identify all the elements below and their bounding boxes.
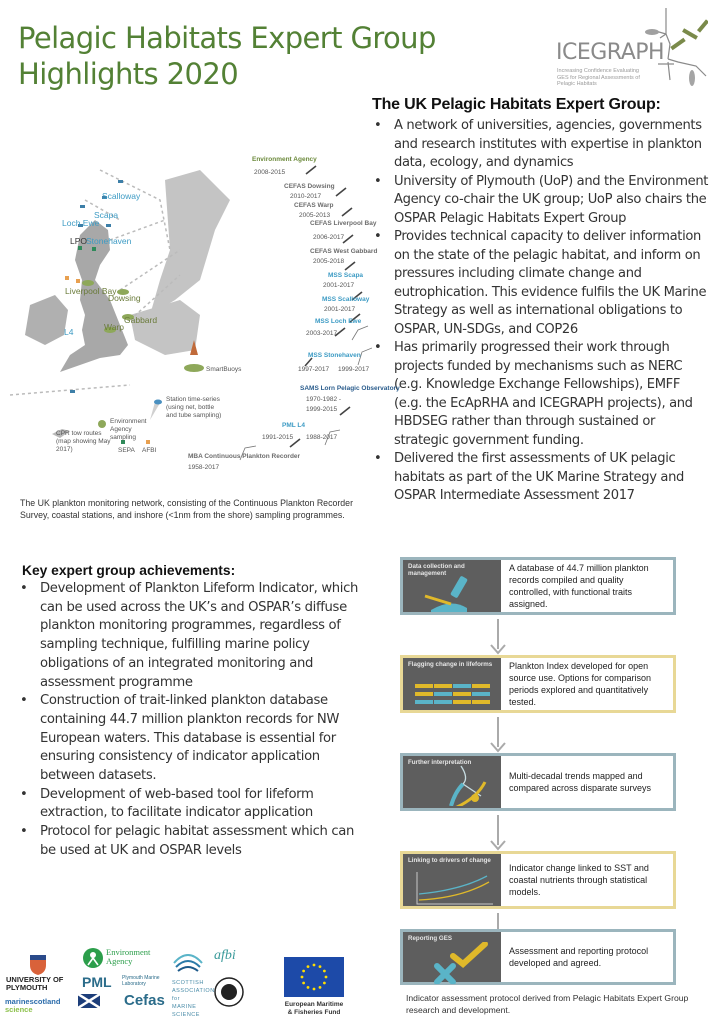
- page-title: Pelagic Habitats Expert Group Highlights 2020: [18, 21, 436, 91]
- station-years: 2005-2018: [313, 258, 345, 265]
- flow-step-label: Linking to drivers of change: [408, 857, 491, 864]
- station-pml-l4: PML L4: [282, 422, 305, 429]
- legend-cpr-routes: CPR tow routes (map showing May 2017): [56, 430, 111, 453]
- station-years: 2005-2013: [299, 212, 331, 219]
- eu-star-icon: [325, 976, 328, 979]
- map-label-dowsing: Dowsing: [108, 293, 141, 303]
- station-years: 1988-2017: [306, 434, 338, 441]
- eu-star-icon: [323, 982, 326, 985]
- station-cefas-liverpool-bay: CEFAS Liverpool Bay: [310, 220, 377, 227]
- uk-group-heading: The UK Pelagic Habitats Expert Group:: [372, 96, 661, 113]
- legend-smartbuoys: SmartBuoys: [206, 366, 242, 373]
- flow-step-flagging-change: [400, 655, 676, 713]
- station-years: 1999-2015: [306, 406, 338, 413]
- legend-afbi: AFBI: [142, 447, 157, 454]
- station-years: 1999-2017: [338, 366, 370, 373]
- flow-step-label: Flagging change in lifeforms: [408, 661, 493, 668]
- uk-group-bullet: • Delivered the first assessments of UK pelagic habitats as part of the UK Marine Strategy and OSPAR Intermediate Assessment 2017: [372, 450, 709, 506]
- achievement-bullet: • Construction of trait-linked plankton database containing 44.7 million plankton records for NW European waters. This database is essential for ensuring consistency of indicator application between datasets.: [18, 692, 363, 786]
- europe-landmass: [130, 300, 200, 355]
- map-label-liverpool-bay: Liverpool Bay: [65, 286, 117, 296]
- microscope-icon: [411, 574, 491, 614]
- station-years: 2006-2017: [313, 234, 345, 241]
- flow-step-reporting-ges: [400, 929, 676, 985]
- map-label-stonehaven: Stonehaven: [86, 236, 132, 246]
- flow-step-label: Reporting GES: [408, 935, 453, 942]
- eu-star-icon: [313, 964, 316, 967]
- uk-group-bullet: • Has primarily progressed their work through projects funded by mechanisms such as NERC (e.g. Knowledge Exchange Fellowships), EMFF (e.g. the EcApRHA and ICEGRAPH projects), and HBDSEG rather than through sustained or strategic government funding.: [372, 339, 709, 450]
- logo-pml-subtitle: Plymouth Marine Laboratory: [122, 975, 160, 987]
- mba-seal-icon: [213, 977, 245, 1007]
- eu-star-icon: [307, 965, 310, 968]
- station-years: 1958-2017: [188, 464, 220, 471]
- down-arrow-icon: [490, 617, 506, 655]
- check-and-cross-icon: [411, 942, 491, 984]
- flow-step-linking-drivers: [400, 851, 676, 909]
- map-label-gabbard: Gabbard: [124, 315, 158, 325]
- flow-step-label: Data collection and management: [408, 563, 465, 577]
- uk-group-bullet-list: [372, 117, 709, 506]
- down-arrow-icon: [490, 715, 506, 753]
- achievement-bullet: • Protocol for pelagic habitat assessment which can be used at UK and OSPAR levels: [18, 823, 363, 860]
- partner-logos: [0, 945, 360, 1024]
- station-mss-stonehaven: MSS Stonehaven: [308, 352, 361, 359]
- logo-marine-scotland-science: science: [5, 1005, 33, 1014]
- eu-star-icon: [319, 986, 322, 989]
- monitoring-network-map: [0, 140, 400, 485]
- logo-university-of-plymouth: UNIVERSITY OF PLYMOUTH: [6, 975, 64, 992]
- eu-star-icon: [302, 982, 305, 985]
- eu-star-icon: [302, 970, 305, 973]
- down-arrow-icon: [490, 813, 506, 851]
- station-mss-scalloway: MSS Scalloway: [322, 296, 370, 303]
- station-years: 2008-2015: [254, 169, 286, 176]
- map-label-l4: L4: [64, 327, 74, 337]
- flowchart-caption: Indicator assessment protocol derived from Pelagic Habitats Expert Group research and development.: [406, 993, 689, 1015]
- flow-step-description: Multi-decadal trends mapped and compared across disparate surveys: [501, 756, 673, 808]
- logo-sams: SCOTTISH ASSOCIATION for MARINE SCIENCE: [172, 980, 215, 1018]
- achievements-bullet-list: [18, 580, 363, 861]
- flow-step-description: A database of 44.7 million plankton records compiled and quality controlled, with functional traits assigned.: [501, 560, 673, 612]
- lifeform-bars-icon: [411, 672, 491, 712]
- legend-station-series: Station time-series (using net, bottle and tube sampling): [166, 396, 222, 419]
- logo-pml: PML: [82, 974, 112, 990]
- station-years: 1970-1982 -: [306, 396, 342, 403]
- eu-star-icon: [323, 970, 326, 973]
- station-years: 2010-2017: [290, 193, 322, 200]
- map-caption: The UK plankton monitoring network, consisting of the Continuous Plankton Recorder Survey, coastal stations, and inshore (<1nm from the shore) sampling programmes.: [20, 498, 353, 520]
- station-mss-scapa: MSS Scapa: [328, 272, 364, 279]
- station-cefas-west-gabbard: CEFAS West Gabbard: [310, 248, 378, 255]
- logo-emff: European Maritime & Fisheries Fund: [284, 1001, 344, 1016]
- flow-step-description: Plankton Index developed for open source use. Options for comparison periods explored and quantitatively tested.: [501, 658, 673, 710]
- map-label-loch-ewe: Loch Ewe: [62, 218, 100, 228]
- logo-environment-agency: Environment Agency: [106, 947, 151, 966]
- station-years: 2001-2017: [323, 282, 355, 289]
- scandinavia-landmass: [150, 170, 230, 315]
- legend-sepa: SEPA: [118, 447, 135, 454]
- sams-wave-icon: [172, 949, 204, 977]
- station-environment-agency: Environment Agency: [252, 156, 317, 163]
- map-label-scapa: Scapa: [94, 210, 119, 220]
- plankton-drawing-icon: [411, 762, 491, 806]
- eu-star-icon: [307, 986, 310, 989]
- achievement-bullet: • Development of web-based tool for lifeform extraction, to facilitate indicator application: [18, 786, 363, 823]
- flow-step-further-interpretation: [400, 753, 676, 811]
- icegraph-subtitle: Increasing Confidence Evaluating GES for Regional Assessments of Pelagic Habitats: [557, 68, 640, 87]
- station-cefas-warp: CEFAS Warp: [294, 202, 334, 209]
- uk-group-bullet: • Provides technical capacity to deliver information on the state of the pelagic habitat, and inform on pressures including climate change and eutrophication. This evidence fulfils the UK Marine Strategy as well as international obligations to OSPAR, UN-SDGs, and COP26: [372, 228, 709, 339]
- trend-graph-icon: [411, 868, 495, 908]
- station-sams-lorn: SAMS Lorn Pelagic Observatory: [300, 385, 400, 392]
- flow-step-label: Further interpretation: [408, 759, 472, 766]
- station-years: 2003-2017: [306, 330, 338, 337]
- map-label-lpo: LPO: [70, 236, 88, 246]
- station-cefas-dowsing: CEFAS Dowsing: [284, 183, 335, 190]
- eu-star-icon: [313, 988, 316, 991]
- station-mss-loch-ewe: MSS Loch Ewe: [315, 318, 362, 325]
- assessment-flowchart: [400, 557, 680, 967]
- plymouth-crest-icon: [30, 955, 46, 975]
- flow-step-data-collection: [400, 557, 676, 615]
- icegraph-logo: [548, 4, 708, 96]
- environment-agency-icon: [82, 947, 104, 969]
- station-years: 1991-2015: [262, 434, 294, 441]
- map-label-warp: Warp: [104, 322, 124, 332]
- station-years: 1997-2017: [298, 366, 330, 373]
- achievement-bullet: • Development of Plankton Lifeform Indicator, which can be used across the UK’s and OSPAR’s diffuse plankton monitoring programmes, regardless of sampling technique, fulfilling marine policy obligations of an integrated monitoring and assessment programme: [18, 580, 363, 692]
- logo-cefas: Cefas: [124, 992, 165, 1009]
- ireland-landmass: [25, 295, 68, 345]
- eu-star-icon: [301, 976, 304, 979]
- legend-ea-sampling: Environment Agency sampling: [110, 418, 147, 441]
- station-years: 2001-2017: [324, 306, 356, 313]
- map-label-scalloway: Scalloway: [102, 191, 141, 201]
- logo-afbi: afbi: [214, 948, 236, 963]
- eu-star-icon: [319, 965, 322, 968]
- icegraph-wordmark: ICEGRAPH: [556, 40, 665, 65]
- flow-step-description: Assessment and reporting protocol developed and agreed.: [501, 932, 673, 982]
- eu-flag-icon: [284, 957, 344, 997]
- uk-group-bullet: • University of Plymouth (UoP) and the Environment Agency co-chair the UK group; UoP also chairs the OSPAR Pelagic Habitats Expert Group: [372, 173, 709, 229]
- station-mba-cpr: MBA Continuous Plankton Recorder: [188, 453, 301, 460]
- flow-step-description: Indicator change linked to SST and coastal nutrients through statistical models.: [501, 854, 673, 906]
- uk-group-bullet: • A network of universities, agencies, governments and research institutes with expertise in plankton data, ecology, and dynamics: [372, 117, 709, 173]
- logo-marine-scotland: marinescotland: [5, 997, 61, 1006]
- achievements-heading: Key expert group achievements:: [22, 563, 236, 578]
- scottish-saltire-icon: [78, 994, 100, 1008]
